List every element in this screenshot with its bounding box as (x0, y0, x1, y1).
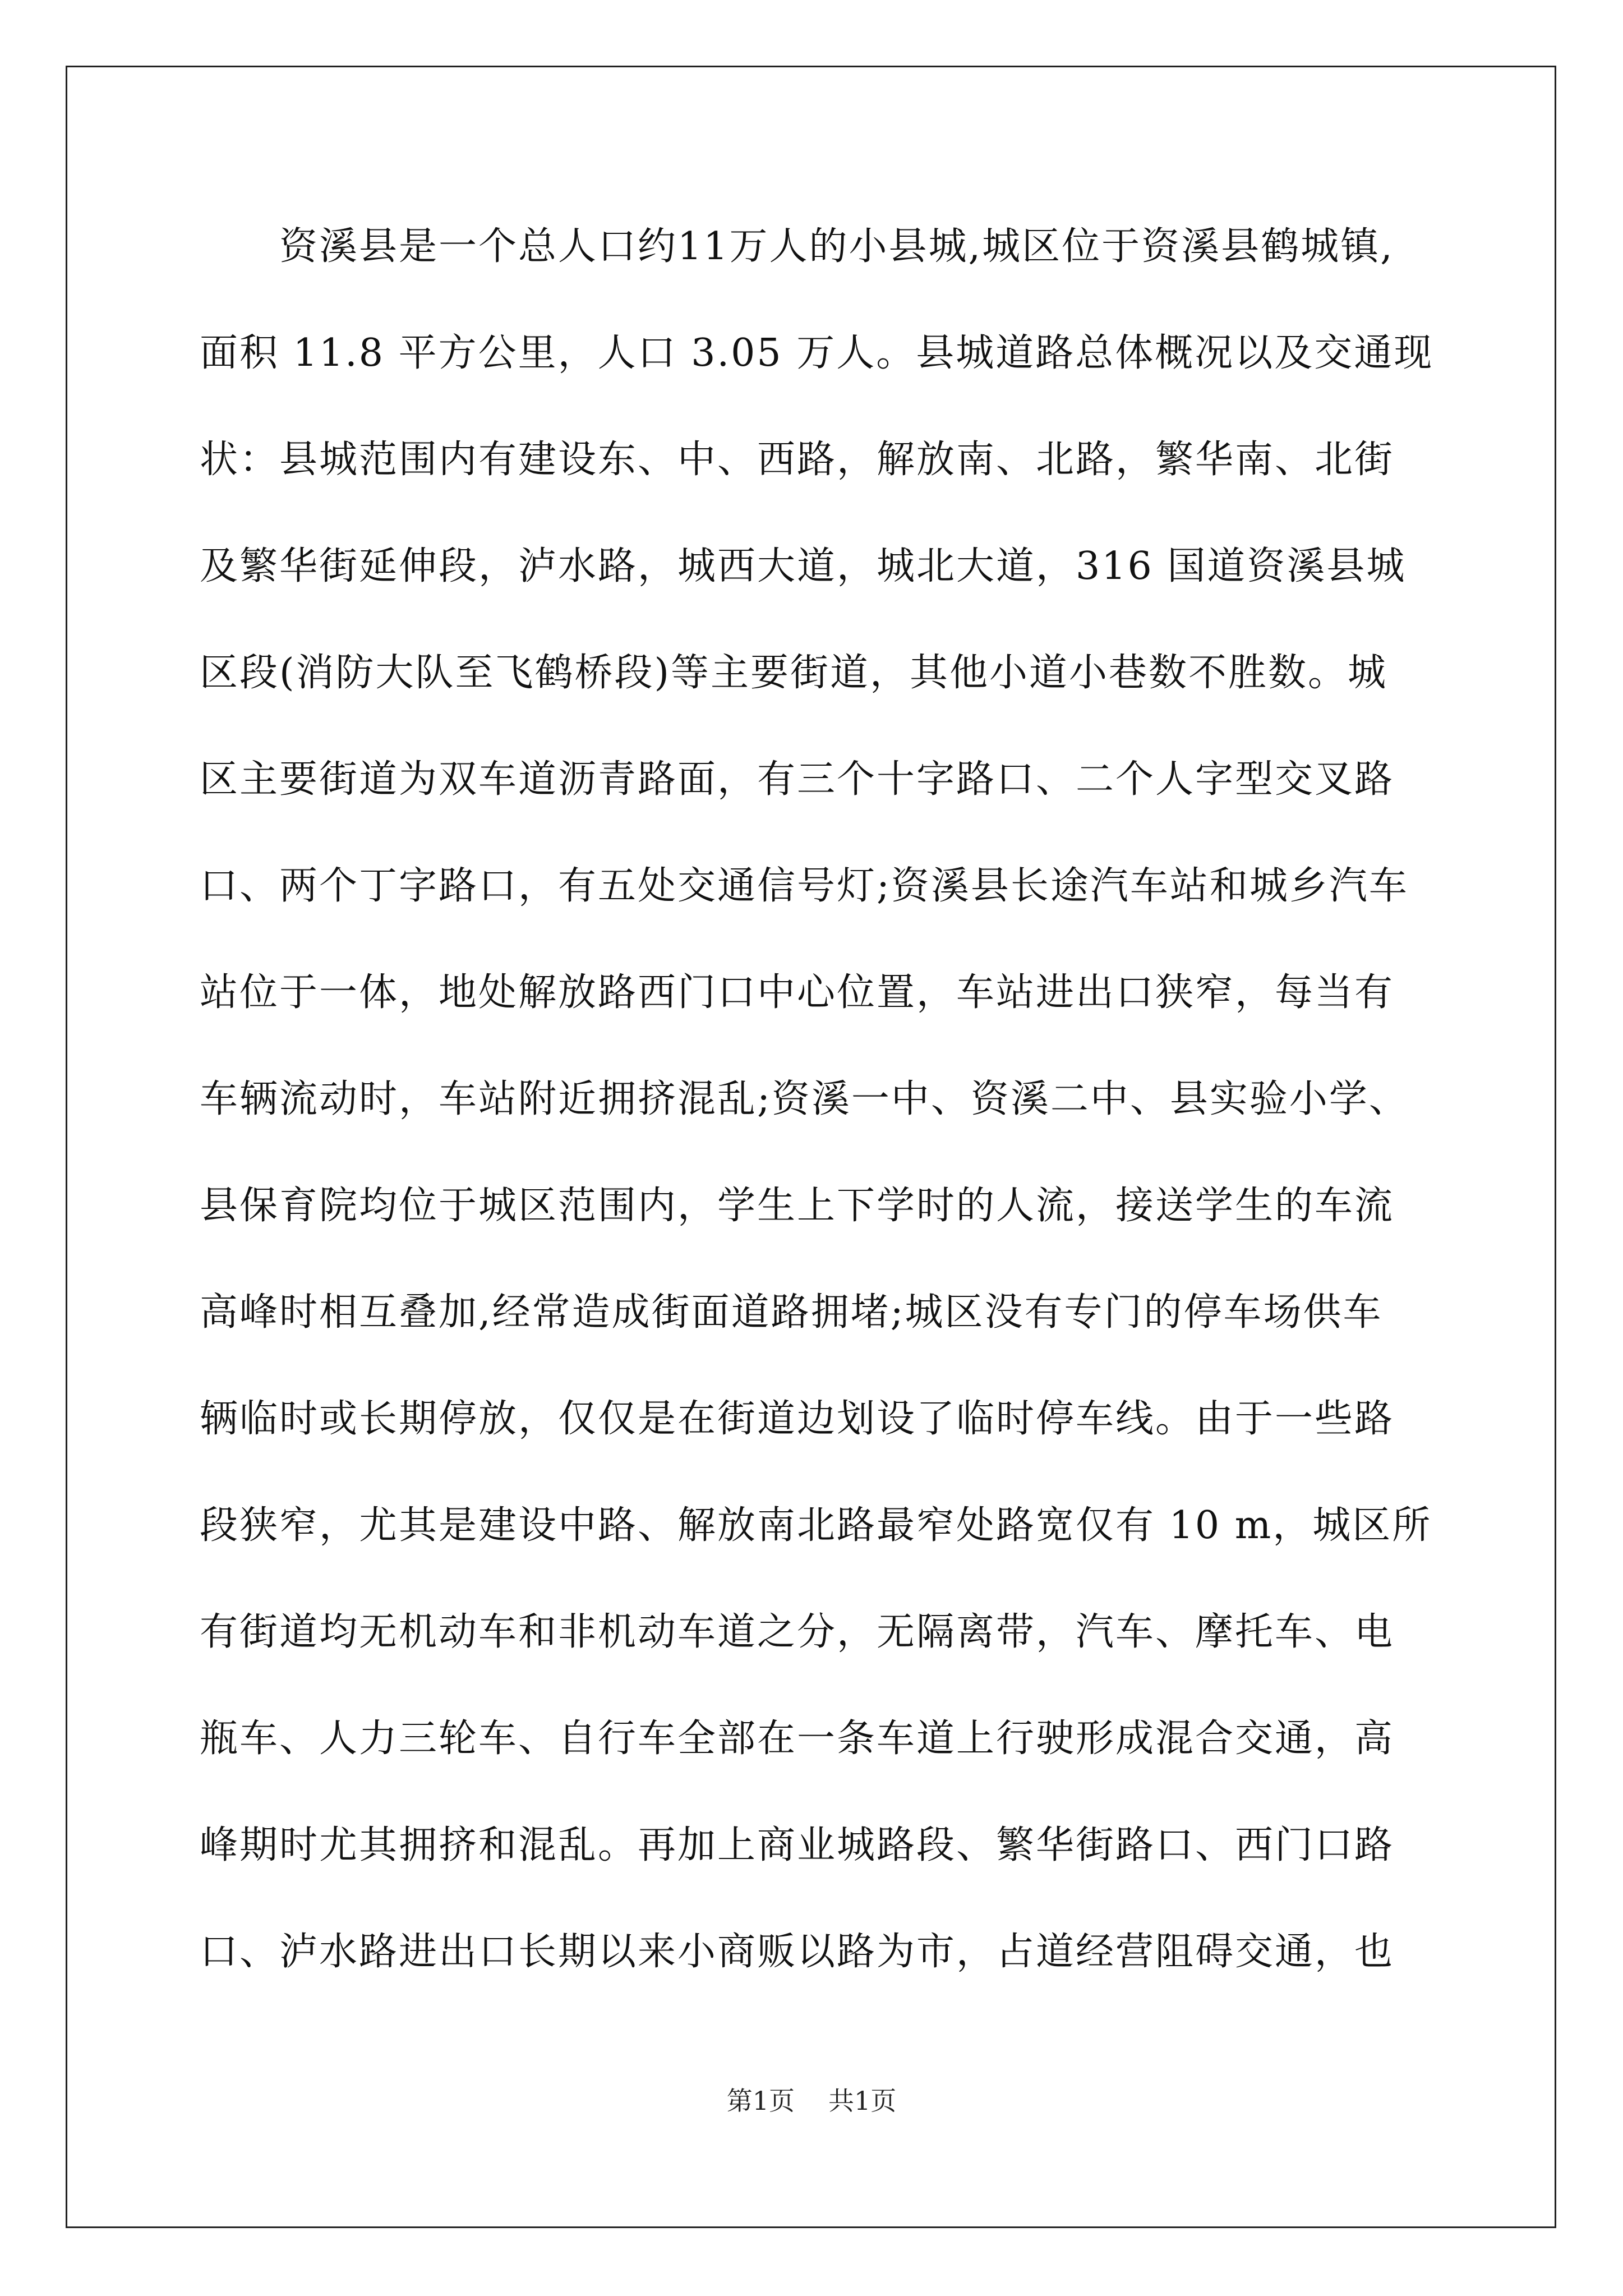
body-line: 县保育院均位于城区范围内，学生上下学时的人流，接送学生的车流 (200, 1184, 1395, 1228)
body-line: 峰期时尤其拥挤和混乱。再加上商业城路段、繁华街路口、西门口路 (200, 1823, 1395, 1867)
body-line: 有街道均无机动车和非机动车道之分，无隔离带，汽车、摩托车、电 (200, 1610, 1395, 1654)
document-body (200, 210, 1456, 2022)
page-total: 共1页 (828, 2086, 897, 2116)
body-line: 资溪县是一个总人口约11万人的小县城,城区位于资溪县鹤城镇, (200, 224, 1394, 269)
body-line: 辆临时或长期停放，仅仅是在街道边划设了临时停车线。由于一些路 (200, 1397, 1395, 1441)
body-line: 口、两个丁字路口，有五处交通信号灯;资溪县长途汽车站和城乡汽车 (200, 864, 1409, 908)
body-line: 区段(消防大队至飞鹤桥段)等主要街道，其他小道小巷数不胜数。城 (200, 651, 1388, 695)
body-line: 车辆流动时，车站附近拥挤混乱;资溪一中、资溪二中、县实验小学、 (200, 1077, 1409, 1121)
body-line: 站位于一体，地处解放路西门口中心位置，车站进出口狭窄，每当有 (200, 970, 1395, 1015)
page-footer (0, 2084, 1623, 2118)
body-line: 瓶车、人力三轮车、自行车全部在一条车道上行驶形成混合交通，高 (200, 1717, 1395, 1761)
body-line: 面积 11.8 平方公里，人口 3.05 万人。县城道路总体概况以及交通现 (200, 331, 1434, 375)
body-line: 及繁华街延伸段，泸水路，城西大道，城北大道，316 国道资溪县城 (200, 544, 1407, 588)
body-line: 口、泸水路进出口长期以来小商贩以路为市，占道经营阻碍交通，也 (200, 1930, 1395, 1974)
body-line: 状：县城范围内有建设东、中、西路，解放南、北路，繁华南、北街 (200, 438, 1395, 482)
page-number: 第1页 (726, 2086, 795, 2116)
body-line: 高峰时相互叠加,经常造成街面道路拥堵;城区没有专门的停车场供车 (200, 1290, 1383, 1335)
body-line: 区主要街道为双车道沥青路面，有三个十字路口、二个人字型交叉路 (200, 757, 1395, 802)
body-line: 段狭窄，尤其是建设中路、解放南北路最窄处路宽仅有 10 m，城区所 (200, 1503, 1432, 1548)
